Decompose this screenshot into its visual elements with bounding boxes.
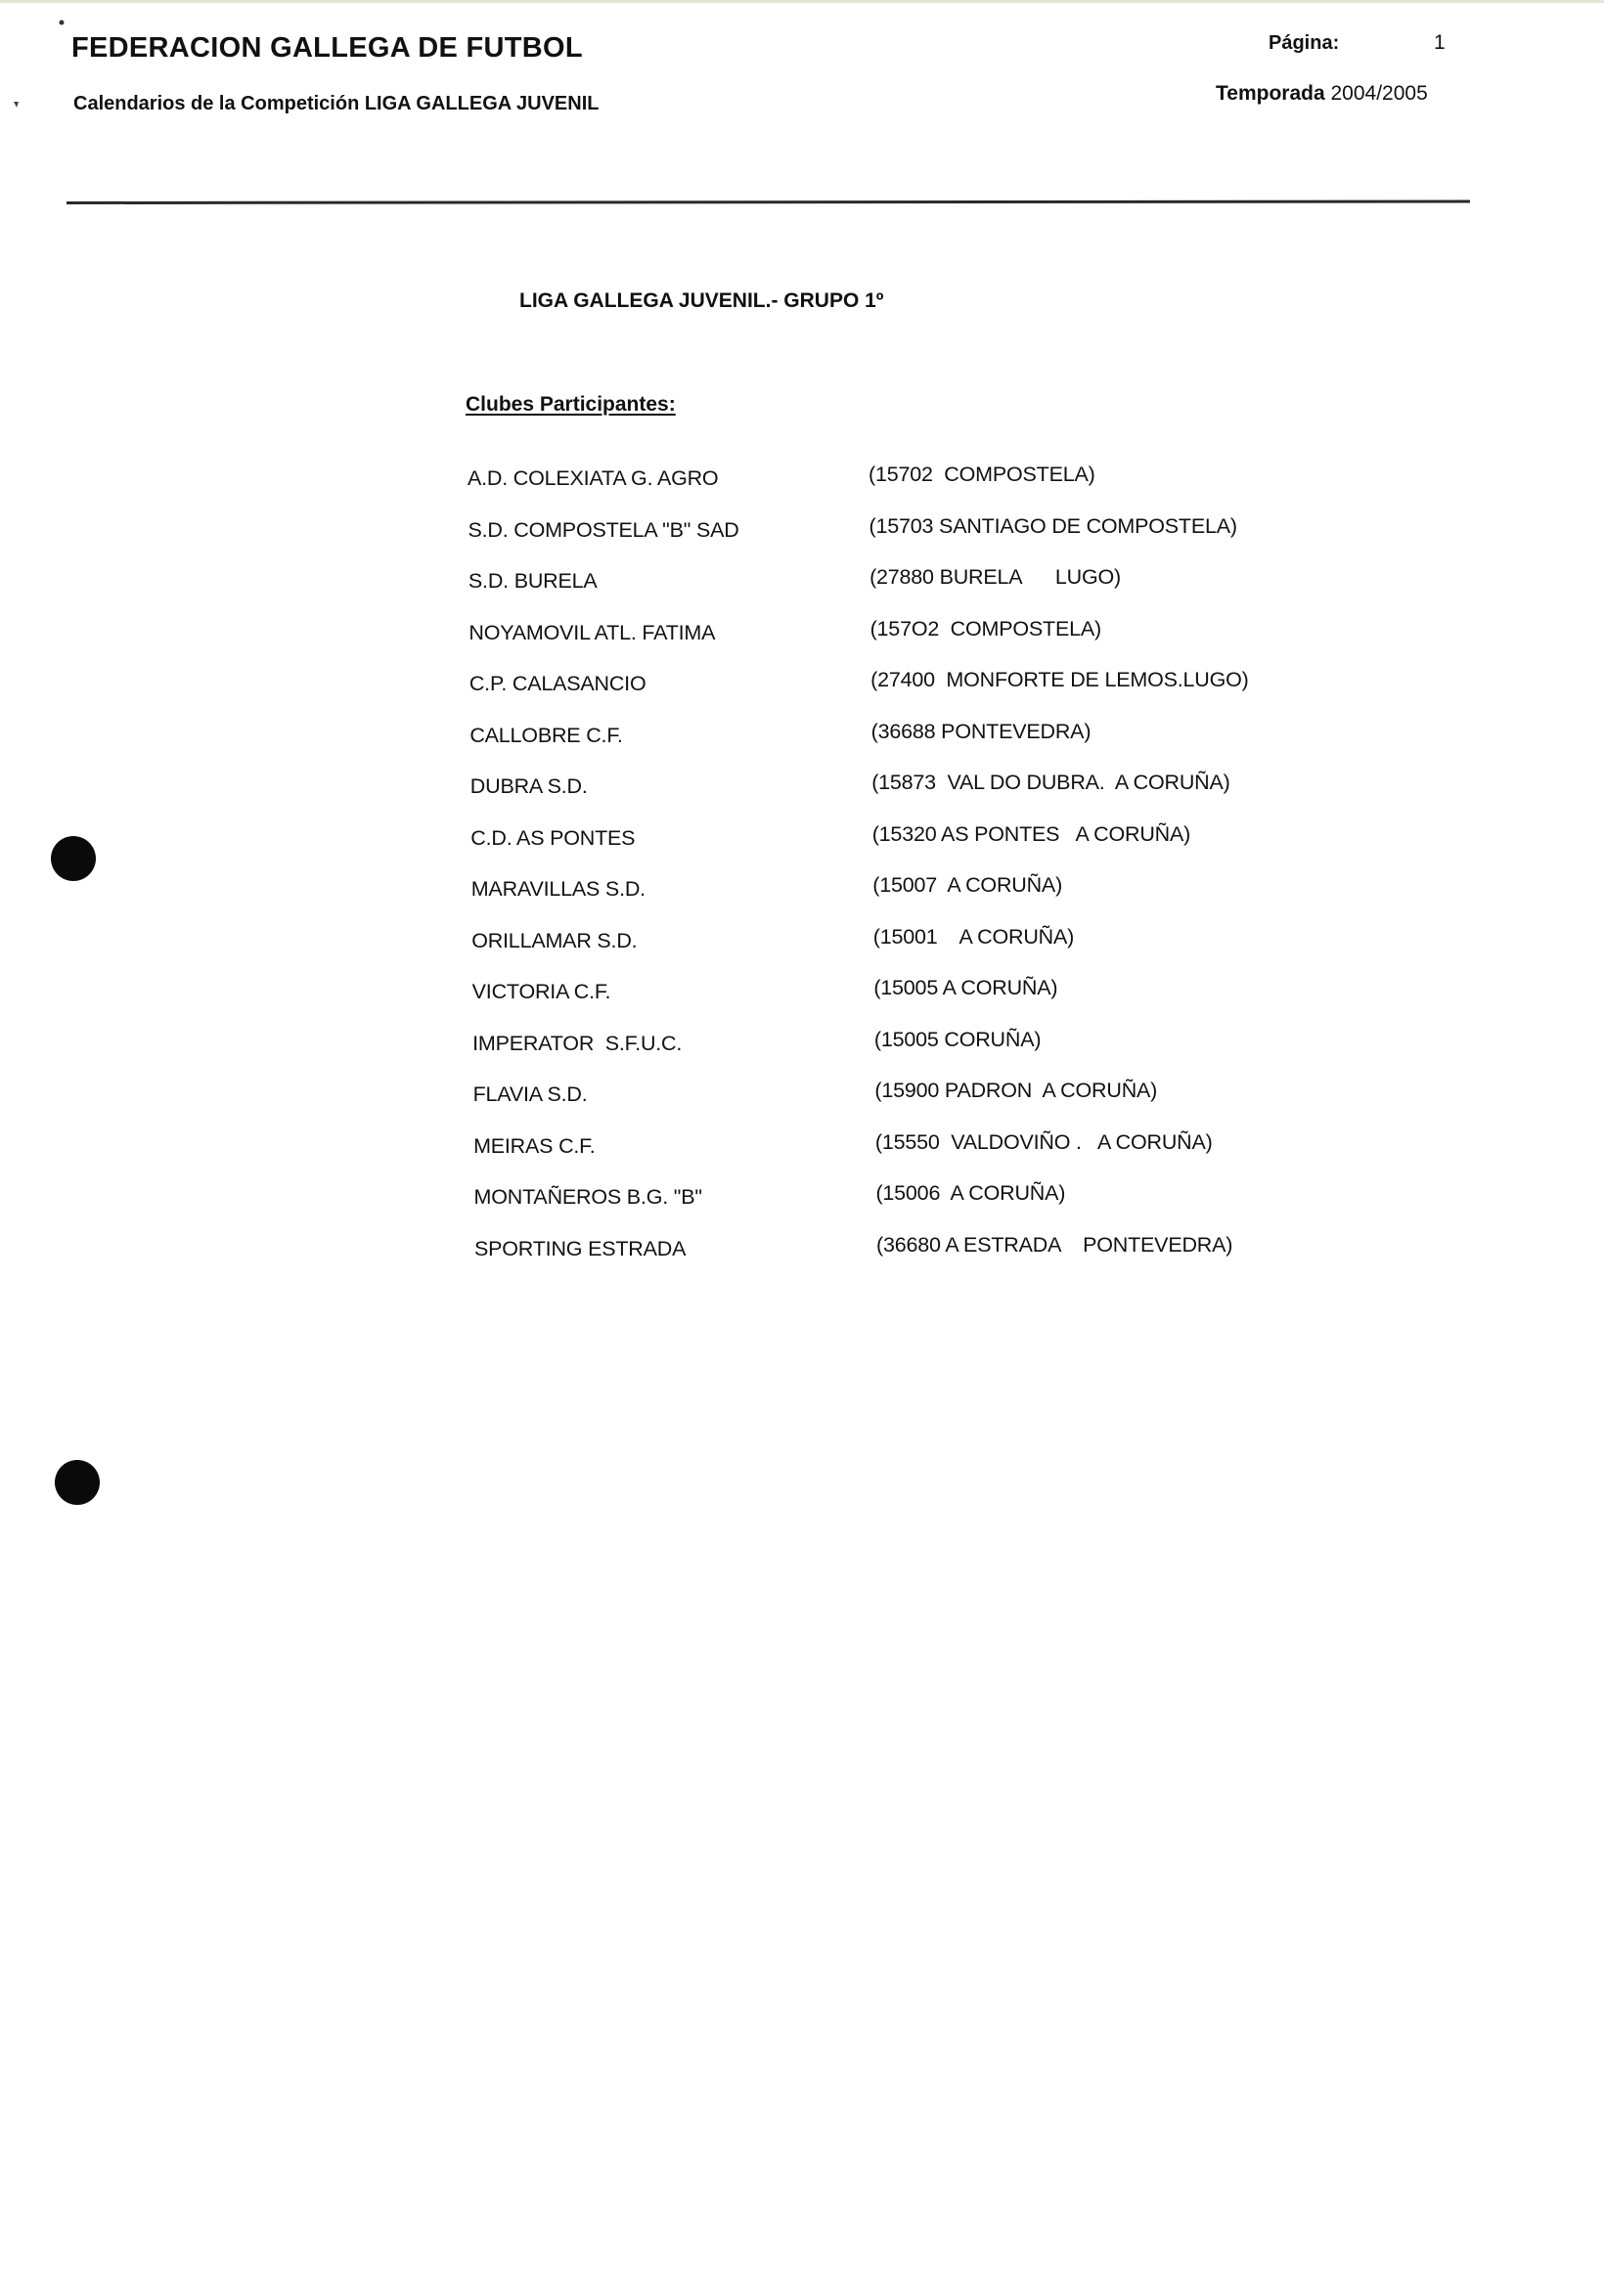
club-location: (15006 A CORUÑA) xyxy=(875,1181,1066,1206)
club-name: MARAVILLAS S.D. xyxy=(470,877,646,902)
club-name: C.P. CALASANCIO xyxy=(468,672,646,696)
club-location: (15007 A CORUÑA) xyxy=(872,873,1063,898)
season-label: Temporada xyxy=(1216,82,1325,105)
club-name: VICTORIA C.F. xyxy=(471,980,611,1004)
club-location: (15702 COMPOSTELA) xyxy=(869,463,1095,486)
page-label: Página: xyxy=(1269,32,1340,54)
club-name: C.D. AS PONTES xyxy=(470,825,636,850)
club-location: (157O2 COMPOSTELA) xyxy=(869,616,1101,640)
club-location: (27880 BURELA LUGO) xyxy=(869,565,1121,590)
club-name: NOYAMOVIL ATL. FATIMA xyxy=(468,620,716,644)
club-location: (15550 VALDOVIÑO . A CORUÑA) xyxy=(874,1129,1213,1154)
season-value: 2004/2005 xyxy=(1330,82,1428,105)
club-location: (15703 SANTIAGO DE COMPOSTELA) xyxy=(869,513,1237,538)
club-name: S.D. BURELA xyxy=(468,569,598,594)
club-name: IMPERATOR S.F.U.C. xyxy=(472,1031,683,1055)
club-location: (36688 PONTEVEDRA) xyxy=(870,719,1092,743)
club-name: S.D. COMPOSTELA "B" SAD xyxy=(468,517,739,542)
club-name: A.D. COLEXIATA G. AGRO xyxy=(468,466,719,490)
club-name: CALLOBRE C.F. xyxy=(469,723,623,747)
club-location: (15005 A CORUÑA) xyxy=(873,976,1058,1000)
page-number: 1 xyxy=(1434,31,1446,54)
club-location: (15873 VAL DO DUBRA. A CORUÑA) xyxy=(871,771,1230,795)
club-name: MEIRAS C.F. xyxy=(473,1133,596,1158)
club-location: (27400 MONFORTE DE LEMOS.LUGO) xyxy=(870,668,1249,692)
organization-name: FEDERACION GALLEGA DE FUTBOL xyxy=(71,32,583,64)
club-location: (15900 PADRON A CORUÑA) xyxy=(874,1079,1158,1103)
clubs-heading: Clubes Participantes: xyxy=(466,393,676,416)
document-subtitle: Calendarios de la Competición LIGA GALLEGA JUVENIL xyxy=(73,93,600,114)
club-location: (15005 CORUÑA) xyxy=(873,1027,1042,1051)
club-name: FLAVIA S.D. xyxy=(472,1082,588,1107)
club-name: MONTAÑEROS B.G. "B" xyxy=(473,1185,702,1210)
group-title: LIGA GALLEGA JUVENIL.- GRUPO 1º xyxy=(519,289,884,312)
club-name: ORILLAMAR S.D. xyxy=(471,928,638,952)
club-location: (15001 A CORUÑA) xyxy=(872,924,1075,949)
club-location: (36680 A ESTRADA PONTEVEDRA) xyxy=(876,1233,1233,1257)
club-name: DUBRA S.D. xyxy=(469,774,588,799)
club-name: SPORTING ESTRADA xyxy=(474,1237,687,1260)
club-location: (15320 AS PONTES A CORUÑA) xyxy=(871,821,1191,846)
